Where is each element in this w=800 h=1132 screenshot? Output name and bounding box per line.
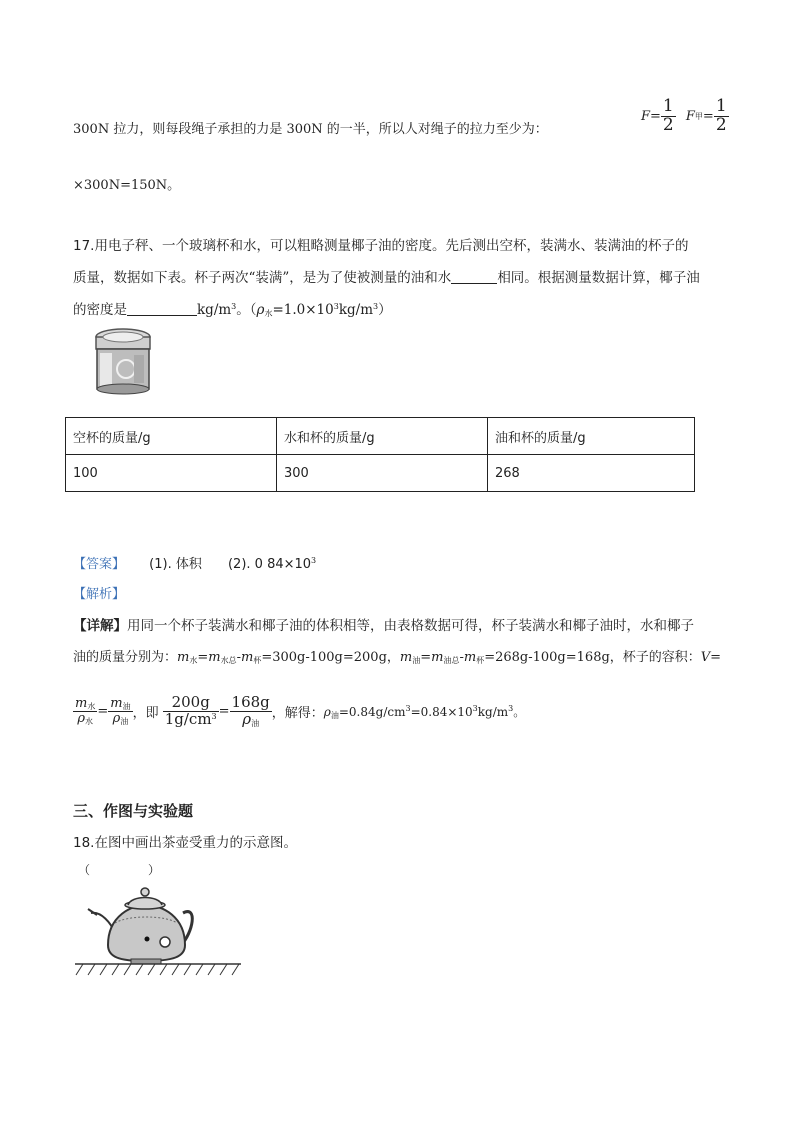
q17-line2: 质量，数据如下表。杯子两次“装满”，是为了使被测量的油和水 相同。根据测量数据计算，椰子油 <box>73 270 700 286</box>
answer-line: 【答案】 (1). 体积 (2). 0 $84\times 10^3$ <box>73 556 317 572</box>
detail-line1: 【详解】用同一个杯子装满水和椰子油的体积相等，由表格数据可得，杯子装满水和椰子油时，水和椰子 <box>73 618 694 634</box>
analysis-label: 【解析】 <box>73 587 126 602</box>
fraction-m-oil-over-rho-oil: $\frac{m_油}{\rho_油}$ <box>110 695 131 727</box>
teapot-figure <box>73 883 243 983</box>
fraction-200g: $\frac{200g}{1g/cm^3}$ <box>164 693 217 729</box>
section-title: 三、作图与实验题 <box>73 802 194 820</box>
fraction-half: $\frac{1}{2}$ <box>662 96 674 135</box>
glass-jar-image <box>88 325 158 397</box>
table-header-cell: 空杯的质量/g <box>66 418 277 455</box>
table-header-cell: 水和杯的质量/g <box>277 418 488 455</box>
table-cell: 300 <box>277 455 488 492</box>
fraction-m-water-over-rho-water: $\frac{m_水}{\rho_水}$ <box>75 695 96 727</box>
table-cell: 268 <box>488 455 695 492</box>
q17-line1: 17.用电子秤、一个玻璃杯和水，可以粗略测量椰子油的密度。先后测出空杯，装满水、装满油的杯子的 <box>73 238 689 254</box>
detail-line2: 油的质量分别为：$m_水=m_{水总}-m_杯=300g-100g=200g$，$m_油=m_{油总}-m_杯=268g-100g=168g$，杯子的容积：V= <box>73 650 722 665</box>
fraction-half: $\frac{1}{2}$ <box>715 96 727 135</box>
table-header-cell: 油和杯的质量/g <box>488 418 695 455</box>
prev-line1: 300N 拉力，则每段绳子承担的力是 300N 的一半，所以人对绳子的拉力至少为： <box>73 122 548 137</box>
q18-paren: （ ） <box>78 863 161 877</box>
density-formula: $\frac{m_水}{\rho_水}$ = $\frac{m_油}{\rho_油}$ ，即 $\frac{200g}{1g/cm^3}$ = $\frac{168g}{\rho_油}$ ，解得：$\rho_油=0.84g/cm^3=0.84\times 10^3kg/m^3$。 <box>75 693 526 729</box>
q17-line3: 的密度是 $kg/m^3$。$(\rho_水=1.0\times 10^3kg/m^3)$ <box>73 302 392 318</box>
mass-data-table <box>65 417 695 492</box>
answer-blank-1 <box>451 271 497 284</box>
prev-formula: F= $\frac{1}{2}$ F甲= $\frac{1}{2}$ <box>641 96 727 135</box>
answer-blank-2 <box>127 303 197 316</box>
q18-text: 18.在图中画出茶壶受重力的示意图。 <box>73 835 297 851</box>
prev-line2: ×300N=150N。 <box>73 178 181 193</box>
table-cell: 100 <box>66 455 277 492</box>
fraction-168g: $\frac{168g}{\rho_油}$ <box>231 693 270 728</box>
table-row <box>66 455 695 492</box>
table-header-row <box>66 418 695 455</box>
